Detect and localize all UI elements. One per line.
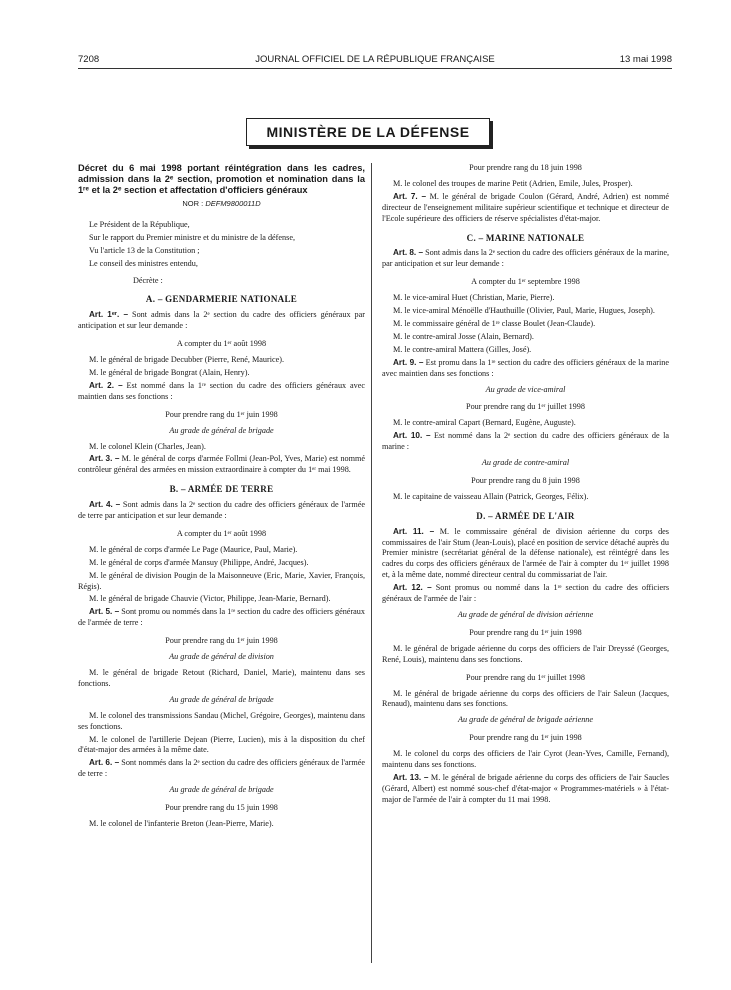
article-text: M. le général de corps d'armée Follmi (Jean-Pol, Yves, Marie) est nommé contrôleur général des armées en mission extraordinaire à compter du 1ᵉʳ mai 1998. bbox=[78, 454, 365, 475]
article bbox=[382, 773, 669, 806]
decrete: Décrète : bbox=[133, 275, 163, 285]
article-label: Art. 11. – bbox=[393, 526, 435, 536]
article bbox=[382, 358, 669, 380]
article-text: Sont promu ou nommés dans la 1ʳᵉ section du cadre des officiers généraux de l'armée de terre : bbox=[78, 607, 365, 628]
article bbox=[78, 454, 365, 476]
list-item: M. le général de brigade aérienne du corps des officiers de l'air Saleun (Jacques, Renaud), maintenu dans ses fonctions. bbox=[382, 688, 669, 709]
section-heading: C. – MARINE NATIONALE bbox=[466, 232, 585, 243]
header-rule bbox=[78, 68, 672, 69]
journal-title: JOURNAL OFFICIEL DE LA RÉPUBLIQUE FRANÇAISE bbox=[255, 54, 495, 65]
preamble-line: Sur le rapport du Premier ministre et du ministre de la défense, bbox=[89, 232, 295, 242]
article-text: Sont nommés dans la 2ᵉ section du cadre des officiers généraux de l'armée de terre : bbox=[78, 758, 365, 779]
article bbox=[382, 583, 669, 605]
right-column bbox=[382, 163, 669, 808]
list-item: M. le contre-amiral Capart (Bernard, Eugène, Auguste). bbox=[393, 418, 576, 428]
left-column bbox=[78, 163, 365, 832]
article-text: Sont admis dans la 2ᵉ section du cadre des officiers généraux par anticipation et sur leur demande : bbox=[78, 310, 365, 331]
list-item: M. le contre-amiral Mattera (Gilles, José). bbox=[393, 344, 532, 354]
article bbox=[382, 248, 669, 270]
rank-date: A compter du 1ᵉʳ septembre 1998 bbox=[471, 277, 580, 287]
article bbox=[382, 192, 669, 225]
list-item: M. le colonel Klein (Charles, Jean). bbox=[89, 441, 206, 451]
list-item: M. le contre-amiral Josse (Alain, Bernard). bbox=[393, 331, 534, 341]
article bbox=[78, 500, 365, 522]
article bbox=[382, 527, 669, 582]
list-item: M. le général de brigade Chauvie (Victor, Philippe, Jean-Marie, Bernard). bbox=[89, 594, 331, 604]
article-label: Art. 9. – bbox=[393, 357, 424, 367]
section-heading: D. – ARMÉE DE L'AIR bbox=[476, 510, 575, 521]
article-text: M. le général de brigade Coulon (Gérard, André, Adrien) est nommé directeur de l'enseignement militaire supérieur scientifique et technique et directeur de l'Ecole supérieure des officiers de réserve spécialistes d'état-major. bbox=[382, 191, 669, 223]
grade-heading: Au grade de général de division aérienne bbox=[457, 610, 594, 619]
column-divider bbox=[371, 163, 372, 963]
article bbox=[78, 758, 365, 780]
article-text: Est nommé dans la 2ᵉ section du cadre des officiers généraux de la marine : bbox=[382, 431, 670, 452]
rank-date: Pour prendre rang du 18 juin 1998 bbox=[469, 163, 582, 172]
list-item: M. le colonel du corps des officiers de l'air Cyrot (Jean-Yves, Camille, Fernand), maintenu dans ses fonctions. bbox=[382, 749, 669, 770]
list-item: M. le colonel des transmissions Sandau (Michel, Grégoire, Georges), maintenu dans ses fonctions. bbox=[78, 710, 365, 731]
ministry-title: MINISTÈRE DE LA DÉFENSE bbox=[246, 118, 490, 146]
rank-date: Pour prendre rang du 1ᵉʳ juin 1998 bbox=[469, 627, 582, 637]
issue-date: 13 mai 1998 bbox=[619, 54, 672, 65]
article-text: Sont admis dans la 2ᵉ section du cadre des officiers généraux de la marine, par anticipation et sur leur demande : bbox=[382, 248, 670, 269]
grade-heading: Au grade de général de division bbox=[169, 652, 274, 662]
article-label: Art. 12. – bbox=[393, 583, 432, 593]
rank-date: Pour prendre rang du 1ᵉʳ juin 1998 bbox=[165, 636, 278, 646]
article-label: Art. 2. – bbox=[89, 380, 123, 390]
article bbox=[78, 310, 365, 332]
list-item: M. le général de brigade Retout (Richard, Daniel, Marie), maintenu dans ses fonctions. bbox=[78, 668, 365, 688]
grade-heading: Au grade de général de brigade bbox=[169, 694, 274, 704]
article-label: Art. 1ᵉʳ. – bbox=[89, 310, 129, 320]
article-label: Art. 7. – bbox=[393, 191, 427, 201]
page-number: 7208 bbox=[78, 54, 100, 65]
article-label: Art. 13. – bbox=[393, 772, 429, 782]
article-label: Art. 8. – bbox=[393, 248, 424, 258]
rank-date: Pour prendre rang du 1ᵉʳ juin 1998 bbox=[469, 733, 582, 743]
grade-heading: Au grade de vice-amiral bbox=[485, 384, 566, 394]
list-item: M. le général de corps d'armée Mansuy (Philippe, André, Jacques). bbox=[89, 557, 309, 567]
nor-reference bbox=[78, 199, 365, 210]
article-text: Sont admis dans la 2ᵉ section du cadre des officiers généraux de l'armée de terre par anticipation et sur leur demande : bbox=[78, 500, 365, 521]
list-item: M. le colonel de l'artillerie Dejean (Pierre, Lucien), mis à la disposition du chef d'état-major des armées à la même date. bbox=[78, 734, 365, 755]
rank-date: Pour prendre rang du 15 juin 1998 bbox=[165, 803, 278, 813]
rank-date: Pour prendre rang du 1ᵉʳ juillet 1998 bbox=[466, 672, 585, 682]
article-text: M. le général de brigade aérienne du corps des officiers de l'air Saucles (Gérard, Albert) est nommé sous-chef d'état-major « Programmes-matériels » à l'état-major de l'armée de l'air à compter du 11 mai 1998. bbox=[382, 772, 670, 804]
list-item: M. le colonel des troupes de marine Petit (Adrien, Emile, Jules, Prosper). bbox=[393, 178, 633, 188]
section-heading: B. – ARMÉE DE TERRE bbox=[169, 484, 274, 495]
list-item: M. le général de brigade aérienne du corps des officiers de l'air Dreyssé (Georges, René, Louis), maintenu dans ses fonctions. bbox=[382, 643, 669, 664]
article-text: Est promu dans la 1ʳᵉ section du cadre des officiers généraux de la marine avec maintien dans ses fonctions : bbox=[382, 357, 669, 378]
list-item: M. le commissaire général de 1ʳᵉ classe Boulet (Jean-Claude). bbox=[393, 318, 596, 328]
article-label: Art. 6. – bbox=[89, 758, 120, 768]
rank-date: A compter du 1ᵉʳ août 1998 bbox=[176, 528, 267, 538]
article-text: Sont promus ou nommé dans la 1ʳᵉ section du cadre des officiers généraux de l'armée de l'air : bbox=[382, 583, 670, 604]
rank-date: Pour prendre rang du 1ᵉʳ juillet 1998 bbox=[466, 402, 585, 412]
nor-label: NOR : bbox=[182, 199, 204, 208]
preamble-line: Vu l'article 13 de la Constitution ; bbox=[89, 245, 200, 255]
list-item: M. le général de brigade Decubber (Pierre, René, Maurice). bbox=[89, 355, 285, 365]
grade-heading: Au grade de général de brigade aérienne bbox=[457, 715, 594, 725]
list-item: M. le capitaine de vaisseau Allain (Patrick, Georges, Félix). bbox=[393, 491, 589, 501]
article bbox=[382, 431, 669, 453]
article-label: Art. 5. – bbox=[89, 607, 120, 617]
rank-date: Pour prendre rang du 1ᵉʳ juin 1998 bbox=[165, 409, 278, 419]
article-label: Art. 3. – bbox=[89, 454, 120, 464]
article-label: Art. 10. – bbox=[393, 431, 431, 441]
rank-date: Pour prendre rang du 8 juin 1998 bbox=[471, 475, 580, 485]
grade-heading: Au grade de contre-amiral bbox=[481, 458, 570, 468]
list-item: M. le vice-amiral Ménoëlle d'Hauthuille (Olivier, Paul, Marie, Hugues, Joseph). bbox=[393, 306, 655, 316]
list-item: M. le colonel de l'infanterie Breton (Jean-Pierre, Marie). bbox=[89, 818, 274, 828]
grade-heading: Au grade de général de brigade bbox=[169, 425, 274, 435]
article-text: Est nommé dans la 1ʳᵉ section du cadre des officiers généraux avec maintien dans ses fonctions : bbox=[78, 380, 365, 401]
list-item: M. le vice-amiral Huet (Christian, Marie, Pierre). bbox=[393, 293, 555, 303]
list-item: M. le général de brigade Bongrat (Alain, Henry). bbox=[89, 367, 250, 377]
article-text: M. le commissaire général de division aérienne du corps des commissaires de l'air Stum (Jean-Louis), placé en position de service détaché auprès du Premier ministre (secrétariat général de la défense nationale), est réintégré dans les cadres du corps des officiers généraux de l'armée de l'air à compter du 1ᵉʳ juillet 1998 et, à la même date, nommé directeur central du commissariat de l'air. bbox=[382, 526, 669, 580]
article bbox=[78, 381, 365, 403]
rank-date: A compter du 1ᵉʳ août 1998 bbox=[176, 339, 267, 349]
preamble-line: Le conseil des ministres entendu, bbox=[89, 258, 198, 268]
nor-code: DEFM9800011D bbox=[205, 199, 261, 208]
article bbox=[78, 607, 365, 629]
list-item: M. le général de division Pougin de la Maisonneuve (Eric, Marie, Xavier, François, Régis). bbox=[78, 570, 365, 591]
section-heading: A. – GENDARMERIE NATIONALE bbox=[145, 294, 298, 305]
article-label: Art. 4. – bbox=[89, 500, 121, 510]
grade-heading: Au grade de général de brigade bbox=[169, 785, 274, 795]
preamble-line: Le Président de la République, bbox=[89, 219, 190, 229]
list-item: M. le général de corps d'armée Le Page (Maurice, Paul, Marie). bbox=[89, 544, 298, 554]
decree-title: Décret du 6 mai 1998 portant réintégration dans les cadres, admission dans la 2ᵉ section, promotion et nomination dans la 1ʳᵉ et la 2ᵉ section et affectation d'officiers généraux bbox=[78, 163, 365, 195]
